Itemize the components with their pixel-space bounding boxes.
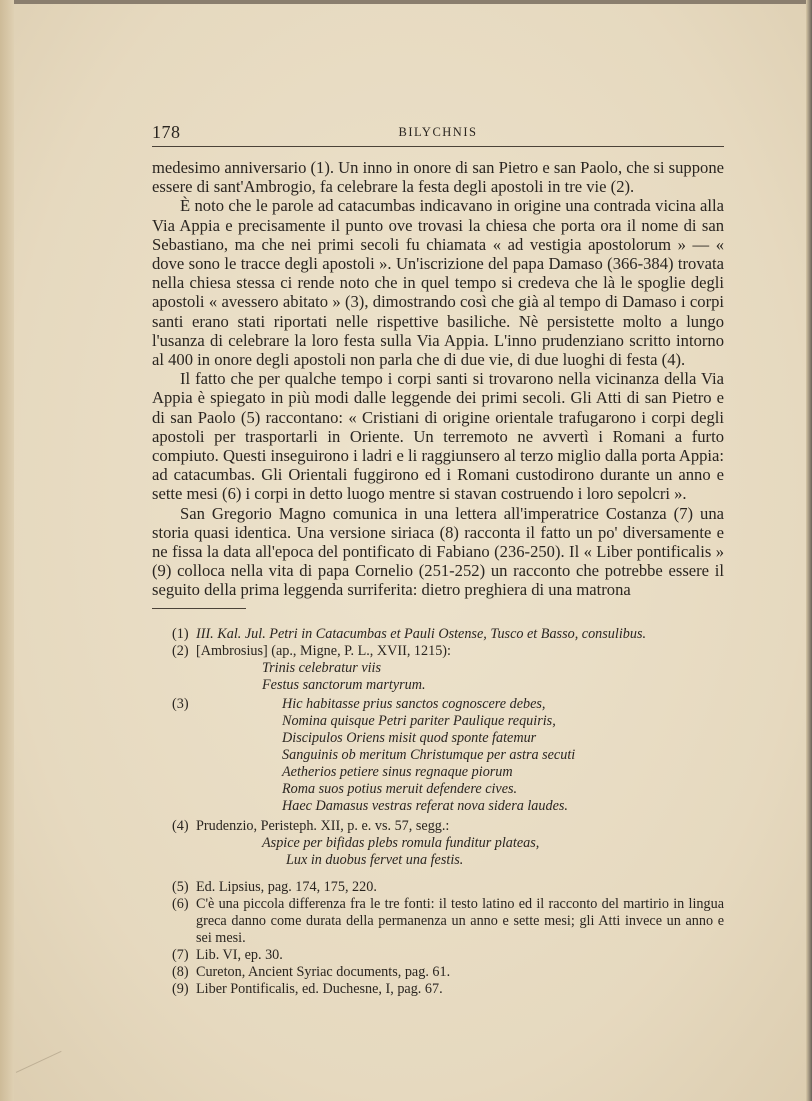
footnote-text: Cureton, Ancient Syriac documents, pag. 61. xyxy=(196,964,451,980)
footnote-text: [Ambrosius] (ap., Migne, P. L., XVII, 1215): xyxy=(196,643,451,659)
footnote-rule xyxy=(152,608,246,609)
footnote xyxy=(152,896,724,947)
page-top-edge xyxy=(0,0,812,4)
footnote xyxy=(152,626,724,643)
footnote-text: C'è una piccola differenza fra le tre fonti: il testo latino ed il racconto del martirio in lingua greca danno come durata della permanenza un anno e sette mesi; gli Atti invece un anno e sei mesi. xyxy=(196,896,724,946)
verse-line: Sanguinis ob meritum Christumque per astra secuti xyxy=(282,747,576,763)
footnote-number: (4) xyxy=(172,818,189,834)
verse-line: Discipulos Oriens misit quod sponte fatemur xyxy=(282,730,537,746)
footnote-text: Ed. Lipsius, pag. 174, 175, 220. xyxy=(196,879,377,895)
footnote xyxy=(152,964,724,981)
verse-line: Lux in duobus fervet una festis. xyxy=(286,852,464,868)
footnote-number: (3) xyxy=(172,696,189,712)
footnote xyxy=(152,696,724,815)
footnote-number: (2) xyxy=(172,643,189,659)
verse-line: Festus sanctorum martyrum. xyxy=(262,677,426,693)
header-rule xyxy=(152,146,724,147)
verse-line: Haec Damasus vestras referat nova sidera laudes. xyxy=(282,798,568,814)
running-head xyxy=(152,122,724,144)
footnote xyxy=(152,818,724,835)
paragraph: medesimo anniversario (1). Un inno in onore di san Pietro e san Paolo, che si suppone essere di sant'Ambrogio, fa celebrare la festa degli apostoli in tre vie (2). xyxy=(152,158,724,197)
footnote-text: III. Kal. Jul. Petri in Catacumbas et Pauli Ostense, Tusco et Basso, consulibus. xyxy=(196,626,647,642)
footnote xyxy=(152,643,724,660)
footnote-number: (1) xyxy=(172,626,189,642)
footnote-number: (7) xyxy=(172,947,189,963)
footnote-number: (8) xyxy=(172,964,189,980)
footnote-text: Liber Pontificalis, ed. Duchesne, I, pag. 67. xyxy=(196,981,443,997)
footnote-number: (9) xyxy=(172,981,189,997)
footnote xyxy=(152,981,724,998)
verse-line: Hic habitasse prius sanctos cognoscere debes, xyxy=(282,696,546,712)
footnote xyxy=(152,879,724,896)
verse-line: Trinis celebratur viis xyxy=(262,660,382,676)
journal-title: BILYCHNIS xyxy=(398,125,478,139)
paper-crease xyxy=(16,1051,74,1100)
verse-line: Aspice per bifidas plebs romula funditur plateas, xyxy=(262,835,540,851)
verse-block xyxy=(196,696,724,815)
paragraph: San Gregorio Magno comunica in una lettera all'imperatrice Costanza (7) una storia quasi identica. Una versione siriaca (8) racconta il fatto un po' diversamente e ne fissa la data all'epoca del pontificato di Fabiano (236-250). Il « Liber pontificalis » (9) colloca nella vita di papa Cornelio (251-252) un racconto che potrebbe essere il seguito della prima leggenda surriferita: dietro preghiera di una matrona xyxy=(152,503,724,600)
page-number: 178 xyxy=(152,122,181,142)
verse-line: Roma suos potius meruit defendere cives. xyxy=(282,781,518,797)
footnotes xyxy=(152,626,724,998)
main-text xyxy=(152,158,724,600)
footnote-number: (5) xyxy=(172,879,189,895)
verse-line: Aetherios petiere sinus regnaque piorum xyxy=(282,764,513,780)
paragraph: Il fatto che per qualche tempo i corpi santi si trovarono nella vicinanza della Via Appia è spiegato in più modi dalle leggende dei primi secoli. Gli Atti di san Pietro e di san Paolo (5) raccontano: « Cristiani di origine orientale trafugarono i corpi degli apostoli per trasportarli in Oriente. Un terremoto ne avvertì i Romani a furto compiuto. Questi inseguirono i ladri e li raggiunsero al terzo miglio dalla porta Appia: ad catacumbas. Gli Orientali fuggirono ed i Romani custodirono durante un anno e sette mesi (6) i corpi in detto luogo mentre si stavan costruendo i loro sepolcri ». xyxy=(152,369,724,504)
footnote xyxy=(152,947,724,964)
verse-block xyxy=(152,660,724,694)
page-binding-edge xyxy=(0,0,14,1101)
paragraph: È noto che le parole ad catacumbas indicavano in origine una contrada vicina alla Via Appia e precisamente il punto ove trovasi la chiesa che porta ora il nome di san Sebastiano, ma che nei primi secoli fu chiamata « ad vestigia apostolorum » — « dove sono le tracce degli apostoli ». Un'iscrizione del papa Damaso (366-384) trovata nella chiesa stessa ci rende noto che in quel tempo si credeva che là le spoglie degli apostoli « avessero abitato » (3), dimostrando così che già al tempo di Damaso i corpi santi erano stati riportati nelle rispettive basiliche. Nè persistette molto a lungo l'usanza di celebrare la loro festa sulla Via Appia. L'inno prudenziano scritto intorno al 400 in onore degli apostoli non parla che di due vie, di due luoghi di festa (4). xyxy=(152,196,724,370)
verse-block xyxy=(152,835,724,869)
page-right-edge xyxy=(806,0,812,1101)
footnote-text: Prudenzio, Peristeph. XII, p. e. vs. 57, segg.: xyxy=(196,818,450,834)
footnote-text: Lib. VI, ep. 30. xyxy=(196,947,283,963)
verse-line: Nomina quisque Petri pariter Paulique requiris, xyxy=(282,713,556,729)
footnote-number: (6) xyxy=(172,896,189,912)
